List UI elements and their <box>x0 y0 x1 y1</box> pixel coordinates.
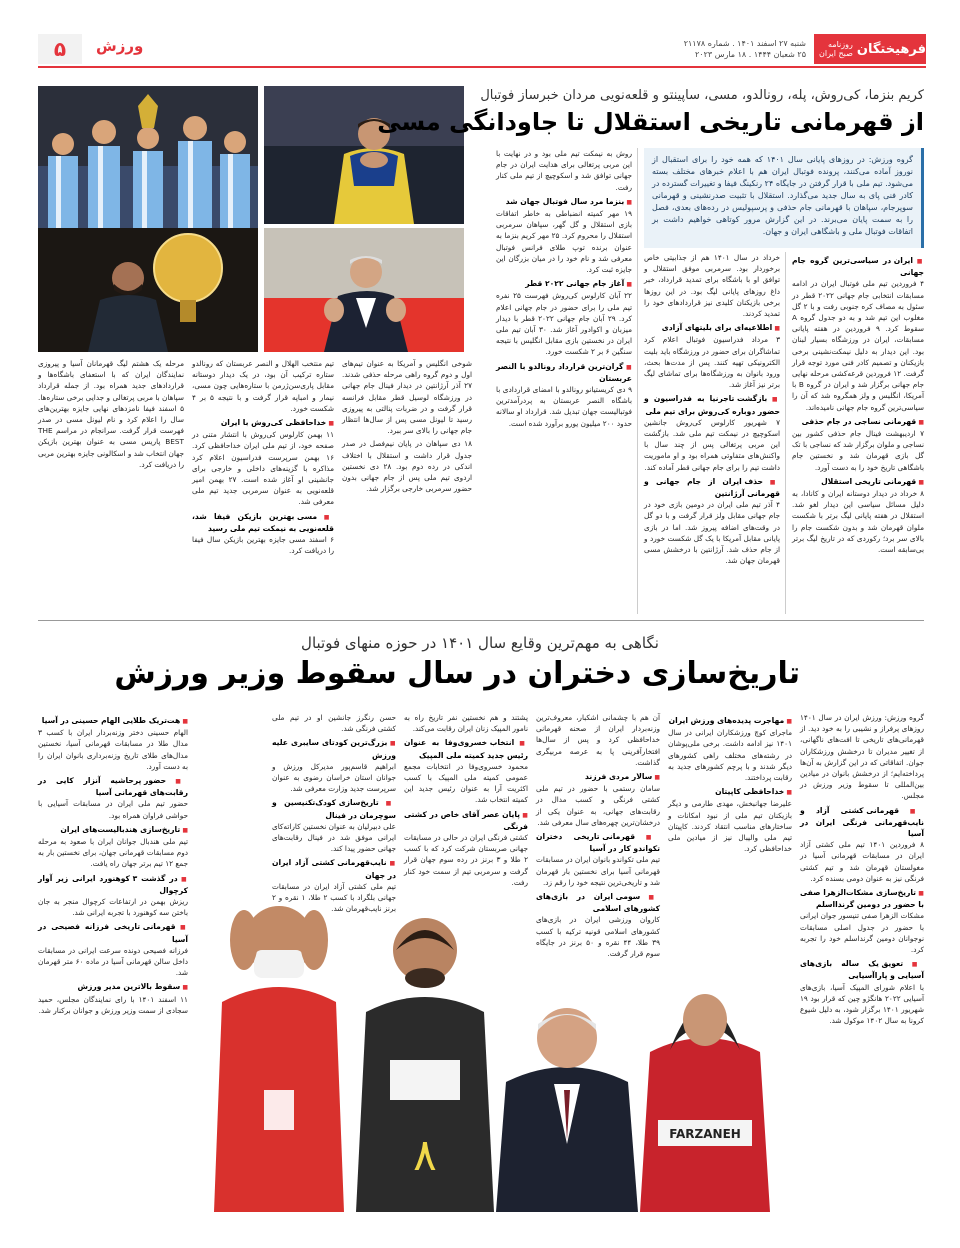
subheading: ■ تاریخ‌سازی هندبالیست‌های ایران <box>38 824 188 836</box>
photo-benzema-ballon-dor <box>38 228 258 352</box>
story1-col-far-left-3 <box>38 358 184 614</box>
farzaneh-banner: FARZANEH <box>669 1127 741 1141</box>
page-number: ۵ <box>38 34 82 64</box>
paragraph: ۹ دی کریستیانو رونالدو با امضای قراردادی با باشگاه النصر عربستان به پردرآمدترین فوتبالیست جهان تبدیل شد. قرارداد او سالانه حدود ۲۰۰ میلیون یورو برآورد شده است. <box>496 385 632 428</box>
subheading: ■ سالار مردی فرزند <box>536 771 660 783</box>
paragraph: محمود خسروی‌وفا در انتخابات مجمع عمومی کمیته ملی المپیک با کسب اکثریت آرا به عنوان رئیس جدید این کمیته انتخاب شد. <box>404 761 528 805</box>
paragraph: سامان رستمی با حضور در تیم ملی کشتی فرنگی و کسب مدال در رقابت‌های جهانی، به عنوان یکی از درخشان‌ترین چهره‌های سال معرفی شد. <box>536 784 660 827</box>
subheading: ■ خداحافظی کاپیتان <box>668 786 792 798</box>
subheading: ■ قهرمانی تاریخی استقلال <box>792 476 924 488</box>
figure-saeid-marouf <box>350 880 500 1212</box>
subheading: ■ ایران در سیاسی‌ترین گروه جام جهانی <box>792 255 924 278</box>
paragraph: ۲۲ آبان کارلوس کی‌روش فهرست ۲۵ نفره تیم ملی را برای حضور در جام جهانی اعلام کرد. ۲۹ آبان جام جهانی ۲۰۲۲ قطر با دیدار میزبان و اکوادور آغاز شد. ۳۰ آبان تیم ملی ایران در نخستین بازی مقابل انگلیس با نتیجه سنگین ۶ بر ۲ شکست خورد. <box>496 291 633 357</box>
subheading: ■ تاریخ‌سازی کودک‌تکنیسین و سوچرمان در فینال <box>272 797 396 820</box>
figure-saeid-ezatollahi <box>204 860 354 1212</box>
subheading: ■ سقوط بالاترین مدیر ورزش <box>38 981 188 993</box>
story1-col-far-left-2 <box>192 358 334 614</box>
subheading: ■ تاریخ‌سازی مشکات‌الزهرا صفی با حضور در دومین گرندااسلم <box>800 887 924 910</box>
paragraph: شوخی انگلیس و آمریکا به عنوان تیم‌های اول و دوم گروه راهی مرحله حذفی شدند. ۲۷ آذر آرژانتین در دیدار فینال جام جهانی در ورزشگاه لوسیل قطر مقابل فرانسه قرار گرفت و در ضربات پنالتی به پیروزی رسید تا لیونل مسی پس از سال‌ها انتظار جام جهانی را بالای سر ببرد. <box>342 359 472 436</box>
subheading: ■ هت‌تریک طلایی الهام حسینی در آسیا <box>38 715 188 727</box>
paragraph: ماجرای کوچ ورزشکاران ایرانی در سال ۱۴۰۱ نیز ادامه داشت. برخی ملی‌پوشان در رشته‌های مختلف راهی کشورهای دیگر شدند و با پرچم کشورهای جدید به رقابت پرداختند. <box>668 728 792 783</box>
subheading: ■ سومی ایران در بازی‌های کشورهای اسلامی <box>536 891 660 914</box>
paragraph: الهام حسینی دختر وزنه‌بردار ایران با کسب ۳ مدال طلا در مسابقات قهرمانی آسیا، نخستین مدال‌های طلای تاریخ وزنه‌برداری بانوان ایران را به دست آورد. <box>38 728 188 771</box>
story1-lead: گروه ورزش: در روزهای پایانی سال ۱۴۰۱ که همه خود را برای استقبال از نوروز آماده می‌کنند، پرونده فوتبال ایران هم با اعلام خبرهای مختلف بسته می‌شود. تیم ملی با قرار گرفتن در جایگاه ۲۴ رنکینگ فیفا و تغییرات گسترده در کادر فنی پای به سال جدید می‌گذارد. استقلال با تثبیت صدرنشینی و قهرمانی سوپرجام، سپاهان با قهرمانی جام حذفی و پرسپولیس در رده‌های بعدی، فصل را به سمت پایان می‌برند. در این گزارش مرور کوتاهی خواهیم داشت بر اتفاقات فوتبال ملی و باشگاهی ایران و جهان. <box>644 148 924 248</box>
subheading: ■ حضور پرحاشیه آنزار کایی در رقابت‌های قهرمانی آسیا <box>38 775 188 798</box>
story2-col-5 <box>272 712 397 914</box>
paragraph: ریزش بهمن در ارتفاعات کرچوال منجر به جان باختن سه کوهنورد با تجربه ایرانی شد. <box>38 897 188 918</box>
paragraph: ۱۱ بهمن کارلوس کی‌روش با انتشار متنی در صفحه خود، از تیم ملی ایران خداحافظی کرد. ۱۶ بهمن سرپرست فدراسیون اعلام کرد مذاکره با گزینه‌های داخلی و خارجی برای جانشینی او آغاز شده است. ۲۷ بهمن امیر قلعه‌نویی به عنوان سرمربی جدید تیم ملی معرفی شد. <box>192 430 334 507</box>
paragraph: ۷ اردیبهشت فینال جام حذفی کشور بین نساجی و ملوان برگزار شد که نساجی با تک گل بازی قهرمان شد و نخستین جام باشگاهی تاریخ خود را به دست آورد. <box>792 429 924 472</box>
subheading: ■ مهاجرت پدیده‌های ورزش ایران <box>668 715 792 727</box>
paragraph: ۱۹ مهر کمیته انضباطی به خاطر اتفاقات بازی استقلال و گل گهر، سپاهان سرمربی استقلال را محروم کرد. ۲۵ مهر کریم بنزما به عنوان برنده توپ طلای فرانس فوتبال معرفی شد و نام خود را در میان بزرگان این جایزه ثبت کرد. <box>496 209 633 275</box>
paragraph: روش به نیمکت تیم ملی بود و در نهایت با این مربی پرتغالی برای هدایت ایران در جام جهانی توافق شد و اسکوچیچ از تیم ملی کنار رفت. <box>496 149 632 192</box>
brand-logo <box>814 34 926 64</box>
subheading: ■ بنزما مرد سال فوتبال جهان شد <box>496 196 632 208</box>
subheading: ■ قهرمانی نساجی در جام حذفی <box>792 416 924 428</box>
paragraph: با اعلام شورای المپیک آسیا، بازی‌های آسیایی ۲۰۲۲ هانگژو چین که قرار بود ۱۹ شهریور ۱۴۰۱ برگزار شود، به دلیل شیوع کرونا به سال ۱۴۰۲ موکول شد. <box>800 982 925 1026</box>
paragraph: ۳ مرداد فدراسیون فوتبال اعلام کرد تماشاگران برای حضور در ورزشگاه باید بلیت الکترونیکی تهیه کنند. پس از مدت‌ها بحث، ورود بانوان به ورزشگاه‌ها برای تماشای لیگ برتر نیز آغاز شد. <box>644 335 780 390</box>
paragraph: خرداد در سال ۱۴۰۱ هم از جذابیتی خاص برخوردار بود. سرمربی موفق استقلال و توافق او با باشگاه برای تمدید قرارداد، خبر داغ روزهای پایانی لیگ بود. در این روزها برخی بازیکنان کلیدی نیز قراردادهای خود را تمدید کردند. <box>644 253 780 319</box>
paragraph: آن هم با چشمانی اشکبار، معروف‌ترین وزنه‌بردار ایران از صحنه قهرمانی خداحافظی کرد و پس از سال‌ها افتخارآفرینی پا به عرصه مربیگری گذاشت. <box>536 713 660 767</box>
story1-col-left <box>496 148 632 614</box>
subheading: ■ تعویق یک ساله بازی‌های آسیایی و پاراآسیایی <box>800 958 924 981</box>
masthead-rule <box>38 66 926 68</box>
paragraph: حضور تیم ملی ایران در مسابقات آسیایی با حواشی فراوان همراه بود. <box>38 799 188 820</box>
story1-headline: از قهرمانی تاریخی استقلال تا جاودانگی مسی <box>377 108 924 136</box>
subheading: ■ بزرگ‌ترین کودتای سایبری علیه ورزش <box>272 737 396 760</box>
paragraph: تیم ملی تکواندو بانوان ایران در مسابقات قهرمانی آسیا برای نخستین بار قهرمان شد و تاریخی‌ترین نتیجه خود را رقم زد. <box>536 855 660 887</box>
paragraph: ۸ خرداد در دیدار دوستانه ایران و کانادا، به دلیل مسائل سیاسی این دیدار لغو شد. استقلال در هفته پایانی لیگ برتر با شکست ملوان قهرمان شد و بدون شکست جام را بالای سر برد؛ رکوردی که در تاریخ لیگ برتر بی‌سابقه است. <box>792 489 924 555</box>
figure-hamid-sajjadi <box>492 980 642 1212</box>
story1-col-far-left <box>342 358 472 614</box>
story2-col-1 <box>800 712 924 1212</box>
paragraph: کشتی فرنگی ایران در حالی در مسابقات جهانی صربستان شرکت کرد که با کسب ۲ طلا و ۳ برنز در رده سوم جهان قرار گرفت و سرمربی تیم از سمت خود کنار رفت. <box>404 833 528 887</box>
issue-date <box>626 38 806 60</box>
paragraph: ۴ فروردین تیم ملی فوتبال ایران در ادامه مسابقات انتخابی جام جهانی ۲۰۲۲ قطر در سئول به مصاف کره جنوبی رفت و با ۲ گل مغلوب این تیم شد و به دو جدول گروه A سقوط کرد. ۹ فروردین در هفته پایانی مسابقات، ایران در ورزشگاه بسیار لبنان بود. این دیدار به دلیل نیمکت‌نشینی برخی بازیکنان و تصمیم کادر فنی مورد توجه قرار گرفت. ۱۲ فروردین قرعه‌کشی مرحله نهایی جام جهانی برگزار شد و ایران در گروه B با آمریکا، انگلیس و ولز همگروه شد که آن را سیاسی‌ترین گروه جام جهانی نامیده‌اند. <box>792 279 925 412</box>
paragraph: مشکات الزهرا صفی تنیسور جوان ایرانی با حضور در جدول اصلی مسابقات نوجوانان دومین گرنداسلم خود را تجربه کرد. <box>800 911 924 955</box>
masthead <box>38 34 926 64</box>
paragraph: ۱۱ اسفند ۱۴۰۱ با رای نمایندگان مجلس، حمید سجادی از سمت وزیر ورزش و جوانان برکنار شد. <box>38 994 188 1015</box>
figure-farzaneh-fasihi <box>630 940 780 1212</box>
story2-headline: تاریخ‌سازی دختران در سال سقوط وزیر ورزش <box>114 656 800 691</box>
photo-ronaldo-clapping <box>264 86 464 224</box>
story1-kicker: کریم بنزما، کی‌روش، پله، رونالدو، مسی، ساپینتو و قلعه‌نویی مردان خبرساز فوتبال <box>480 88 924 103</box>
story2-col-3 <box>536 712 660 959</box>
subheading: ■ در گذشت ۳ کوهنورد ایرانی زیر آوار کرچوال <box>38 873 188 896</box>
paragraph: ۱۸ دی سپاهان در پایان نیم‌فصل در صدر جدول قرار داشت و استقلال با اختلاف اندکی در رده دوم بود. ۲۸ دی نخستین اردوی تیم ملی پس از جام جهانی بدون حضور سرمربی خارجی برگزار شد. <box>342 439 473 494</box>
photo-queiroz-applause <box>264 228 464 352</box>
subheading: ■ پایان عصر آقای خاص در کشتی فرنگی <box>404 809 528 832</box>
date-line-1: شنبه ۲۷ اسفند ۱۴۰۱ . شماره ۲۱۱۷۸ <box>683 39 806 48</box>
brand-subtitle: روزنامه صبح ایران <box>818 40 853 58</box>
story1-col-right <box>792 252 924 614</box>
subheading: ■ گران‌ترین قرارداد رونالدو با النصر عربستان <box>496 361 632 384</box>
subheading: ■ قهرمانی تاریخی فرزانه فصیحی در آسیا <box>38 921 188 944</box>
paragraph: علیرضا جهانبخش، مهدی طارمی و دیگر بازیکنان تیم ملی از نبود امکانات و ساختارهای مناسب انتقاد کردند. کاپیتان تیم ملی والیبال نیز از میادین ملی خداحافظی کرد. <box>668 799 792 854</box>
brand-name: فرهیختگان <box>856 41 926 57</box>
subheading: ■ قهرمانی تاریخی دختران تکواندو کار در آسیا <box>536 831 660 854</box>
paragraph: حسن رنگرز جانشین او در تیم ملی کشتی فرنگی شد. <box>272 713 396 734</box>
section-title: ورزش <box>96 37 144 55</box>
paragraph: مرحله یک هشتم لیگ قهرمانان آسیا و پیروزی نمایندگان ایران که با استعفای باشگاه‌ها و قراردادهای جدید همراه بود. از جمله قرارداد سپاهان با مربی پرتغالی و جدایی برخی ستاره‌ها. ۵ اسفند فیفا نامزدهای نهایی جایزه بهترین‌های سال را اعلام کرد و نام لیونل مسی در صدر فهرست قرار گرفت. سرانجام در مراسم THE BEST پاریس مسی به عنوان بهترین بازیکن جهان انتخاب شد و اسکالونی جایزه بهترین مربی را دریافت کرد. <box>38 359 184 469</box>
paragraph: ۸ فروردین ۱۴۰۱ تیم ملی کشتی آزاد ایران در مسابقات قهرمانی آسیا در مغولستان قهرمان شد و تیم کشتی فرنگی نیز به عنوان دومی بسنده کرد. <box>800 840 924 883</box>
story2-col-6 <box>38 712 188 1212</box>
subheading: ■ حذف ایران از جام جهانی و قهرمانی آرژانتین <box>644 476 780 499</box>
paragraph: تیم ملی کشتی آزاد ایران در مسابقات جهانی بلگراد با کسب ۲ طلا، ۱ نقره و ۲ برنز نایب‌قهرمان شد. <box>272 881 397 914</box>
paragraph: ۴ آذر تیم ملی ایران در دومین بازی خود در جام جهانی مقابل ولز قرار گرفت و با دو گل در وقت‌های اضافه پیروز شد. اما در بازی پایانی مقابل آمریکا با یک گل شکست خورد و از جام حذف شد. آرژانتین با درخشش مسی قهرمان جهان شد. <box>644 500 780 566</box>
subheading: ■ انتخاب خسروی‌وفا به عنوان رئیس جدید کمیته ملی المپیک <box>404 737 528 760</box>
story2-col-2 <box>668 712 792 942</box>
paragraph: ۶ اسفند مسی جایزه بهترین بازیکن سال فیفا را دریافت کرد. <box>192 535 334 556</box>
paragraph: تیم ملی هندبال جوانان ایران با صعود به مرحله دوم مسابقات قهرمانی جهان، برای نخستین بار به جمع ۱۲ تیم برتر جهان راه یافت. <box>38 837 188 869</box>
jersey-number: ۸ <box>413 1130 437 1181</box>
subheading: ■ بازگشت تاجرنیا به فدراسیون و حضور دوباره کی‌روش برای تیم ملی <box>644 393 780 416</box>
photo-argentina-celebration <box>38 86 258 231</box>
paragraph: ۷ شهریور کارلوس کی‌روش جانشین اسکوچیچ در نیمکت تیم ملی شد. بازگشت این مربی پرتغالی پس از چند سال با واکنش‌های متفاوتی همراه بود و او ماموریت داشت تیم را برای جام جهانی قطر آماده کند. <box>644 417 780 472</box>
story1-col-middle <box>644 252 780 614</box>
paragraph: تیم منتخب الهلال و النصر عربستان که رونالدو ستاره ترکیب آن بود، در یک دیدار دوستانه مقابل پاری‌سن‌ژرمن با ستاره‌هایی چون مسی، نیمار و امباپه قرار گرفت و با نتیجه ۵ بر ۴ شکست خورد. <box>192 359 334 413</box>
column-divider <box>785 252 786 614</box>
paragraph: فرزانه فصیحی دونده سرعت ایرانی در مسابقات داخل سالن قهرمانی آسیا در ماده ۶۰ متر قهرمان شد. <box>38 945 188 978</box>
paragraph: کاروان ورزشی ایران در بازی‌های کشورهای اسلامی قونیه ترکیه با کسب ۳۹ طلا، ۴۴ نقره و ۵۰ برنز در جایگاه سوم قرار گرفت. <box>536 915 660 959</box>
story2-col-4 <box>404 712 528 887</box>
subheading: ■ قهرمانی کشتی آزاد و نایب‌قهرمانی فرنگی ایران در آسیا <box>800 805 924 840</box>
paragraph: ابراهیم قاسم‌پور مدیرکل ورزش و جوانان استان خراسان رضوی به عنوان سرپرست جدید وزارت معرفی شد. <box>272 761 396 794</box>
paragraph: گروه ورزش: ورزش ایران در سال ۱۴۰۱ روزهای پرفراز و نشیبی را به خود دید. از قهرمانی‌های تاریخی تا افت‌های ناگهانی، از تغییر مدیران تا درخشش ورزشکاران جوان. اتفاقاتی که در این گزارش به آن‌ها پرداخته‌ایم؛ از درخشش بانوان در میادین بین‌المللی تا سقوط وزیر ورزش در مجلس. <box>800 713 924 801</box>
subheading: ■ نایب‌قهرمانی کشتی آزاد ایران در جهان <box>272 857 396 880</box>
date-line-2: ۲۵ شعبان ۱۴۴۴ . ۱۸ مارس ۲۰۲۳ <box>694 50 806 59</box>
subheading: ■ آغاز جام جهانی ۲۰۲۲ قطر <box>496 278 632 290</box>
paragraph: علی دبیرلیان به عنوان نخستین کاراته‌کای ایرانی موفق شد در فینال رقابت‌های جهانی حضور پیدا کند. <box>272 821 396 854</box>
paragraph: پشتند و هم نخستین نفر تاریخ راه به نامور المپیک زنان ایران رقابت می‌کند. <box>404 713 528 734</box>
subheading: ■ اطلاعیه‌ای برای بلیتهای آزادی <box>644 322 780 334</box>
column-divider <box>637 148 638 614</box>
subheading: ■ خداحافظی کی‌روش با ایران <box>192 417 334 429</box>
story2-kicker: نگاهی به مهم‌ترین وقایع سال ۱۴۰۱ در حوزه منهای فوتبال <box>301 634 659 652</box>
subheading: ■ مسی بهترین بازیکن فیفا شد، قلعه‌نویی به نیمکت تیم ملی رسید <box>192 511 334 534</box>
section-divider <box>38 620 924 621</box>
